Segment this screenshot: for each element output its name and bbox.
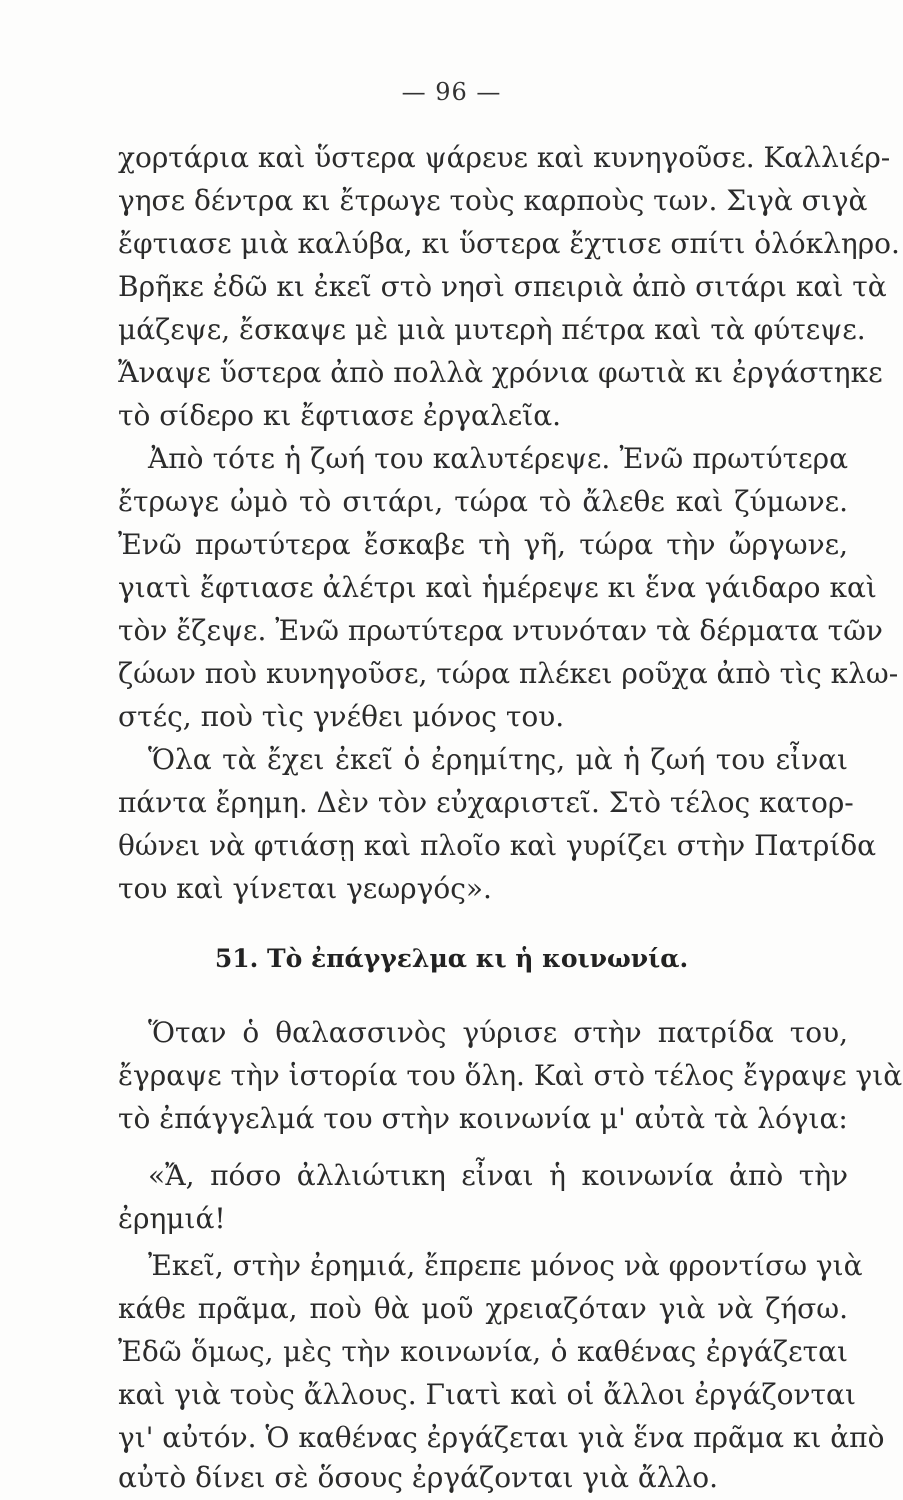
text-line: ζώων ποὺ κυνηγοῦσε, τώρα πλέκει ροῦχα ἀπὸ τὶς κλω- <box>118 657 899 690</box>
text-line: Ἐκεῖ, στὴν ἐρημιά, ἔπρεπε μόνος νὰ φροντίσω γιὰ <box>148 1249 863 1282</box>
text-line: ἐρημιά! <box>118 1202 226 1235</box>
text-line: τὸν ἔζεψε. Ἐνῶ πρωτύτερα ντυνόταν τὰ δέρματα τῶν <box>118 614 883 647</box>
text-line: «Ἄ, πόσο ἀλλιώτικη εἶναι ἡ κοινωνία ἀπὸ τὴν <box>148 1159 848 1192</box>
text-line: Ὅλα τὰ ἔχει ἐκεῖ ὁ ἐρημίτης, μὰ ἡ ζωή του εἶναι <box>148 743 848 776</box>
text-line: Ἀπὸ τότε ἡ ζωή του καλυτέρεψε. Ἐνῶ πρωτύτερα <box>148 442 848 475</box>
text-line: ἔφτιασε μιὰ καλύβα, κι ὕστερα ἔχτισε σπίτι ὁλόκληρο. <box>118 227 900 260</box>
text-line: τὸ ἐπάγγελμά του στὴν κοινωνία μ' αὐτὰ τὰ λόγια: <box>118 1102 848 1135</box>
text-line: Ἐδῶ ὅμως, μὲς τὴν κοινωνία, ὁ καθένας ἐργάζεται <box>118 1335 848 1368</box>
text-line: Βρῆκε ἐδῶ κι ἐκεῖ στὸ νησὶ σπειριὰ ἀπὸ σιτάρι καὶ τὰ <box>118 270 887 303</box>
text-line: μάζεψε, ἔσκαψε μὲ μιὰ μυτερὴ πέτρα καὶ τὰ φύτεψε. <box>118 313 866 346</box>
text-line: Ὅταν ὁ θαλασσινὸς γύρισε στὴν πατρίδα του, <box>148 1016 848 1049</box>
text-line: θώνει νὰ φτιάσῃ καὶ πλοῖο καὶ γυρίζει στὴν Πατρίδα <box>118 829 877 862</box>
text-line: του καὶ γίνεται γεωργός». <box>118 872 492 905</box>
text-line: τὸ σίδερο κι ἔφτιασε ἐργαλεῖα. <box>118 399 561 432</box>
text-line: κάθε πρᾶμα, ποὺ θὰ μοῦ χρειαζόταν γιὰ νὰ ζήσω. <box>118 1292 848 1325</box>
text-line: ἔγραψε τὴν ἱστορία του ὅλη. Καὶ στὸ τέλος ἔγραψε γιὰ <box>118 1059 903 1092</box>
text-line: γιατὶ ἔφτιασε ἀλέτρι καὶ ἡμέρεψε κι ἕνα γάιδαρο καὶ <box>118 571 877 604</box>
text-line: ἔτρωγε ὠμὸ τὸ σιτάρι, τώρα τὸ ἄλεθε καὶ ζύμωνε. <box>118 485 848 518</box>
text-line: καὶ γιὰ τοὺς ἄλλους. Γιατὶ καὶ οἱ ἄλλοι ἐργάζονται <box>118 1378 856 1411</box>
text-line: Ἄναψε ὕστερα ἀπὸ πολλὰ χρόνια φωτιὰ κι ἐργάστηκε <box>118 356 883 389</box>
text-line: αὐτὸ δίνει σὲ ὅσους ἐργάζονται γιὰ ἄλλο. <box>118 1461 719 1494</box>
text-line: χορτάρια καὶ ὕστερα ψάρευε καὶ κυνηγοῦσε. Καλλιέρ- <box>118 141 891 174</box>
text-line: γησε δέντρα κι ἔτρωγε τοὺς καρποὺς των. Σιγὰ σιγὰ <box>118 184 868 217</box>
text-line: πάντα ἔρημη. Δὲν τὸν εὐχαριστεῖ. Στὸ τέλος κατορ- <box>118 786 854 819</box>
text-line: στές, ποὺ τὶς γνέθει μόνος του. <box>118 700 565 733</box>
page-number: — 96 — <box>401 78 502 106</box>
section-heading: 51. Τὸ ἐπάγγελμα κι ἡ κοινωνία. <box>214 944 689 973</box>
text-line: Ἐνῶ πρωτύτερα ἔσκαβε τὴ γῆ, τώρα τὴν ὤργωνε, <box>118 528 848 561</box>
text-line: γι' αὐτόν. Ὁ καθένας ἐργάζεται γιὰ ἕνα πρᾶμα κι ἀπὸ <box>118 1421 885 1454</box>
